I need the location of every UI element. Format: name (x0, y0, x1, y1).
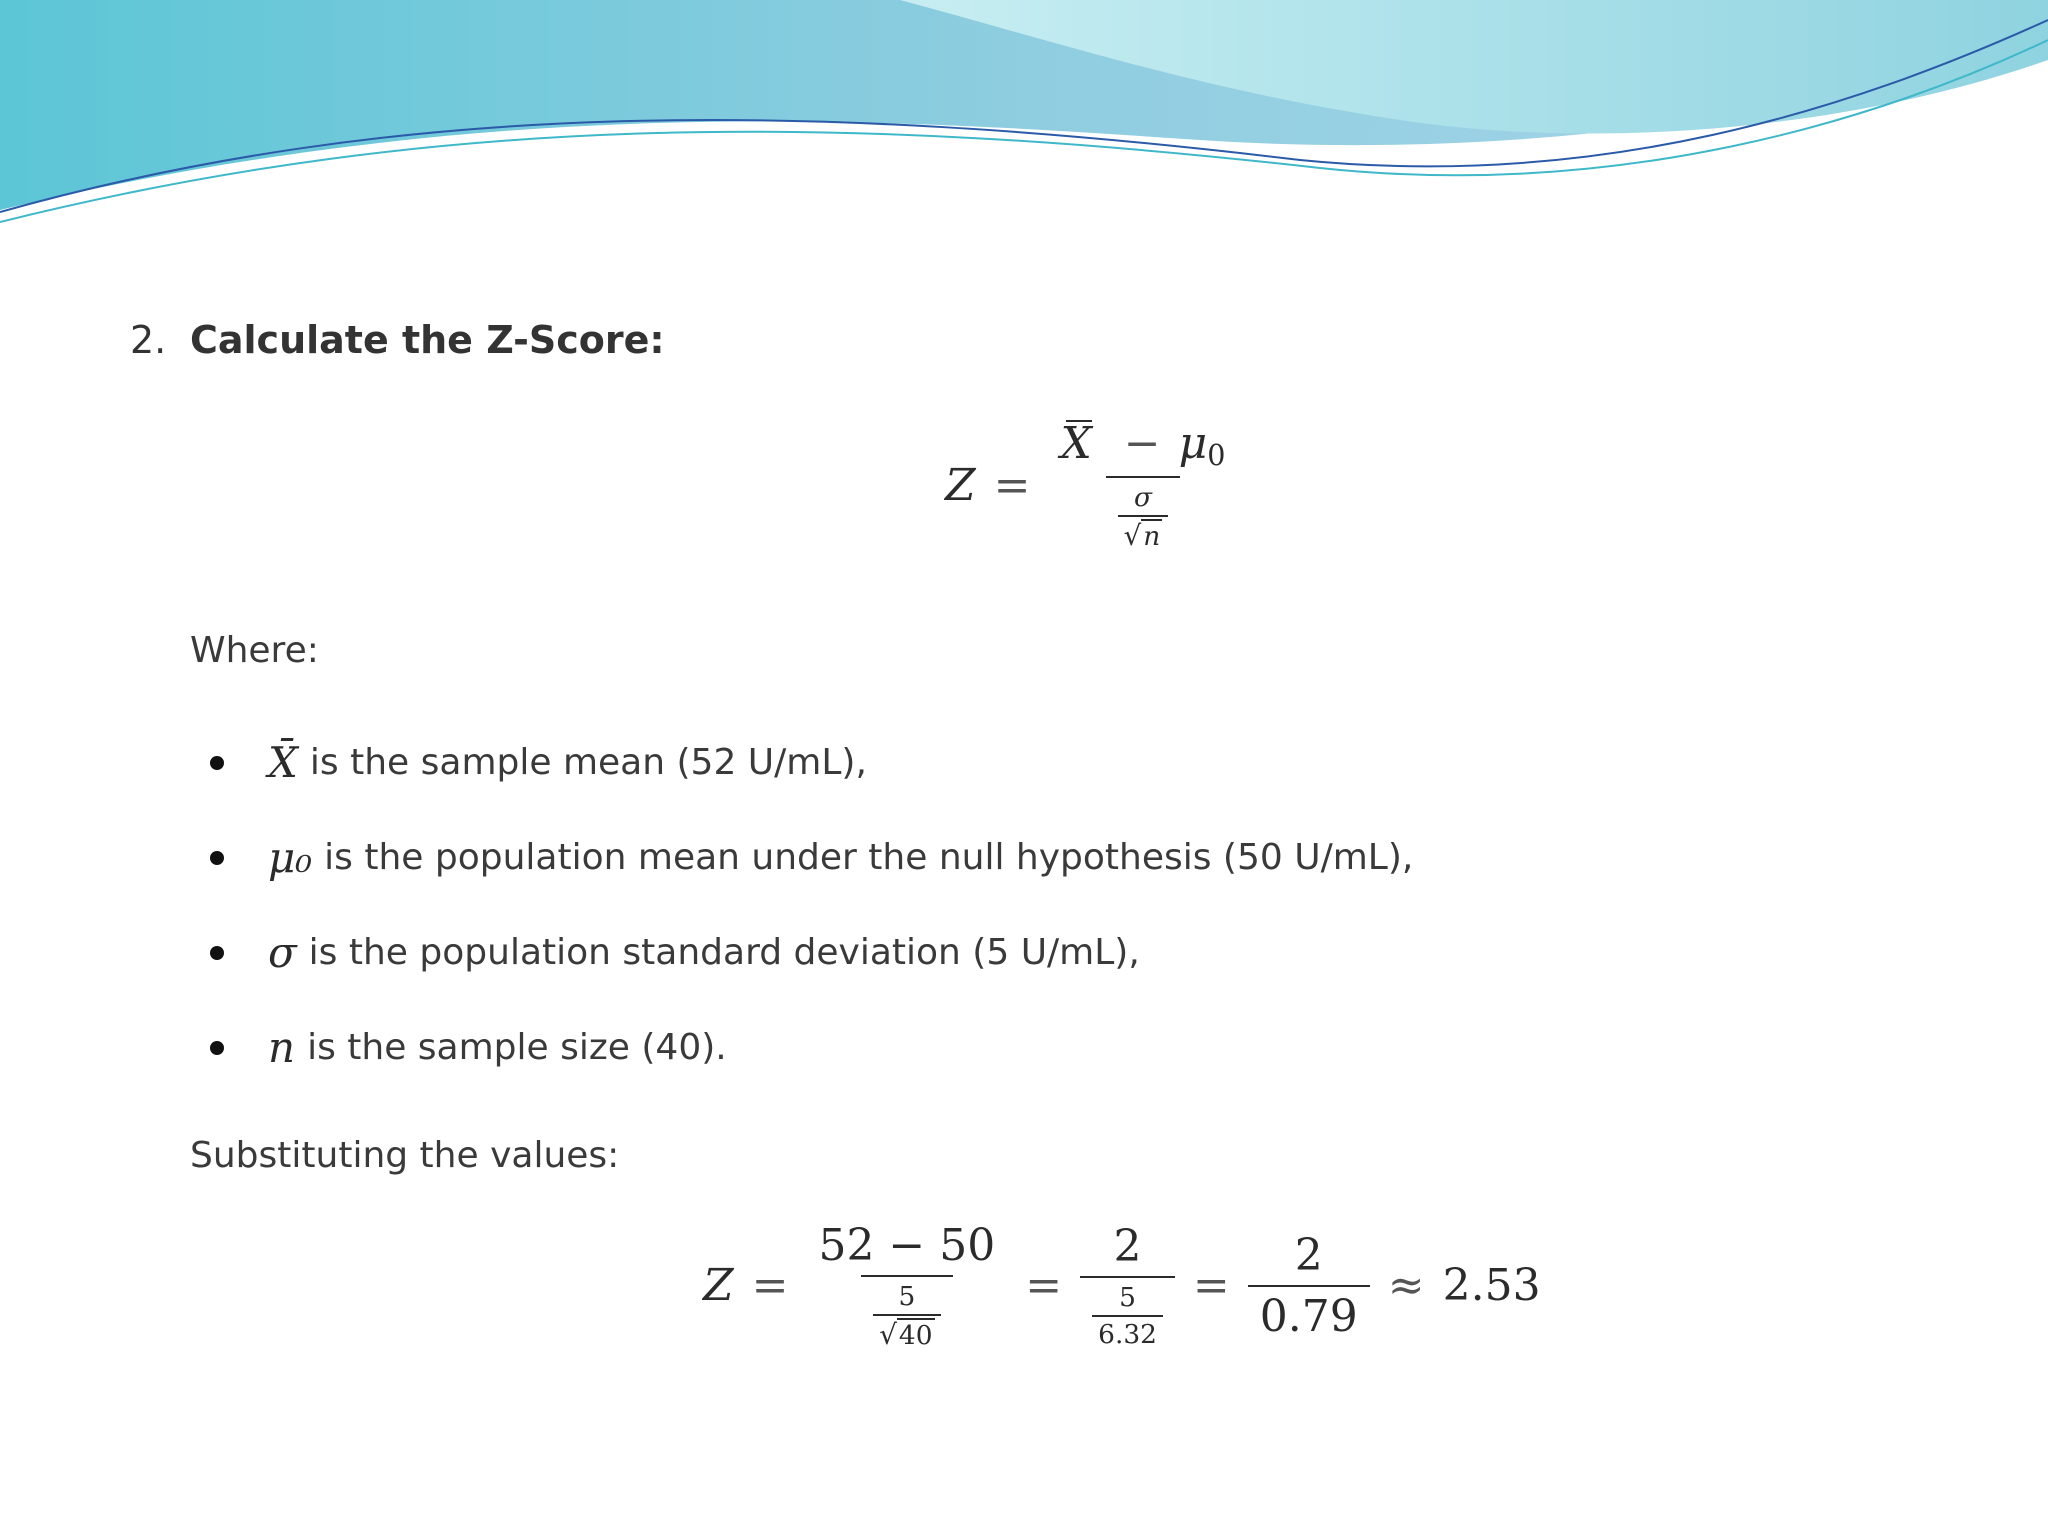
substituting-label: Substituting the values: (190, 1135, 620, 1176)
bullet-icon (210, 1041, 224, 1055)
step-number: 2. (130, 318, 167, 362)
where-label: Where: (190, 630, 319, 671)
list-item: μ₀ is the population mean under the null hypothesis (50 U/mL), (210, 810, 1413, 905)
list-item: n is the sample size (40). (210, 1000, 1413, 1095)
list-item: σ is the population standard deviation (5 U/mL), (210, 905, 1413, 1000)
bullet-icon (210, 946, 224, 960)
z-result: 2.53 (1442, 1260, 1541, 1311)
step-title: Calculate the Z-Score: (190, 318, 665, 362)
substitution-equation: Z = 52 − 50 5 √ 40 = $\frac{2}{\frac{5}{6.32}}$ = $\frac{2}{0.79}$ ≈ 2.53 (703, 1220, 1541, 1351)
step-heading (130, 318, 665, 362)
z-score-formula: Z = $X - \mu_0$ σ √ n (945, 418, 1226, 553)
bullet-icon (210, 851, 224, 865)
header-wave-banner (0, 0, 2048, 240)
list-item: X̄ is the sample mean (52 U/mL), (210, 715, 1413, 810)
definitions-list (210, 715, 1413, 1095)
bullet-icon (210, 756, 224, 770)
